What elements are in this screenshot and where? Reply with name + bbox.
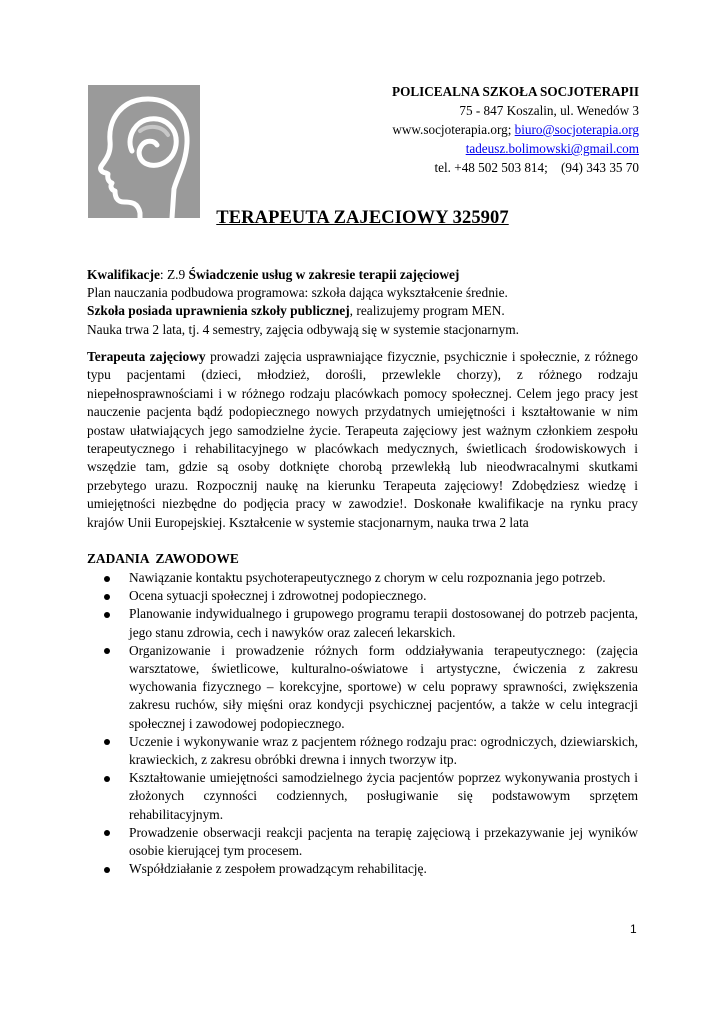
description-paragraph (87, 348, 638, 532)
list-item (104, 587, 638, 605)
bullet-icon (104, 776, 110, 782)
duration-line: Nauka trwa 2 lata, tj. 4 semestry, zajęcia odbywają się w systemie stacjonarnym. (87, 321, 519, 337)
page-number: 1 (630, 922, 637, 936)
website-text: www.socjoterapia.org; (392, 122, 512, 137)
school-header (392, 82, 639, 177)
bullet-icon (104, 576, 110, 582)
tasks-list (104, 569, 638, 878)
curriculum-line: Plan nauczania podbudowa programowa: szkoła dająca wykształcenie średnie. (87, 285, 508, 301)
page-title: TERAPEUTA ZAJECIOWY 325907 (216, 208, 509, 228)
school-name: POLICEALNA SZKOŁA SOCJOTERAPII (392, 84, 639, 99)
bullet-icon (104, 830, 110, 836)
description-text: prowadzi zajęcia usprawniające fizycznie, psychicznie i społecznie, z różnego typu pacjentami (dzieci, młodzież, dorośli, przewlekle chorzy), z różnego rodzaju niepełnosprawnościami i w różnego rodzaju placówkach pomocy społecznej. Celem jego pracy jest nauczenie pacjenta bądź podopiecznego nowych przydatnych umiejętności i kształtowanie w nim postaw ułatwiających jego samodzielne życie. Terapeuta zajęciowy jest ważnym członkiem zespołu terapeutycznego i rehabilitacyjnego w placówkach medycznych, świetlicach środowiskowych i wszędzie tam, gdzie są osoby dotknięte chorobą przewlekłą lub nieodwracalnymi skutkami przebytego urazu. Rozpocznij naukę na kierunku Terapeuta zajęciowy! Zdobędziesz wiedzę i umiejętności niezbędne do podjęcia pracy w zawodzie!. Doskonałe kwalifikacje na rynku pracy krajów Unii Europejskiej. Kształcenie w systemie stacjonarnym, nauka trwa 2 lata (87, 349, 639, 530)
list-item (104, 860, 638, 878)
public-school-line (87, 302, 642, 320)
tasks-heading: ZADANIA ZAWODOWE (87, 551, 239, 566)
list-item-text: Nawiązanie kontaktu psychoterapeutycznego z chorym w celu rozpoznania jego potrzeb. (129, 570, 606, 585)
head-profile-logo-icon (88, 85, 200, 218)
list-item-text: Współdziałanie z zespołem prowadzącym rehabilitację. (129, 861, 427, 877)
list-item-text: Prowadzenie obserwacji reakcji pacjenta na terapię zajęciową i przekazywanie jej wyników osobie kierującej tym procesem. (129, 824, 638, 859)
list-item-text: Ocena sytuacji społecznej i zdrowotnej podopiecznego. (129, 588, 427, 604)
email-link-tadeusz[interactable]: tadeusz.bolimowski@gmail.com (465, 141, 639, 156)
list-item (104, 733, 638, 769)
bullet-icon (104, 594, 110, 600)
list-item (104, 642, 638, 733)
public-school-bold: Szkoła posiada uprawnienia szkoły publicznej (87, 303, 350, 319)
list-item-text: Organizowanie i prowadzenie różnych form oddziaływania terapeutycznego: (zajęcia warsztatowe, świetlicowe, kulturalno-oświatowe i artystyczne, ćwiczenia z zakresu wychowania fizycznego – korekcyjne, sportowe) w celu poprawy sprawności, zwiększenia zakresu ruchów, siły mięśni oraz kondycji psychicznej pacjentów, a także w celu integracji społecznej i zawodowej podopiecznego. (129, 642, 638, 731)
list-item-text: Planowanie indywidualnego i grupowego programu terapii dostosowanej do potrzeb pacjenta, jego stanu zdrowia, cech i nawyków oraz zaleceń lekarskich. (129, 606, 638, 640)
phone-text: tel. +48 502 503 814; (94) 343 35 70 (434, 160, 639, 175)
school-address: 75 - 847 Koszalin, ul. Wenedów 3 (459, 103, 639, 118)
list-item (104, 824, 638, 860)
list-item (104, 569, 638, 587)
list-item-text: Kształtowanie umiejętności samodzielnego życia pacjentów poprzez wykonywania prostych i złożonych czynności codziennych, posługiwanie się podstawowym sprzętem rehabilitacyjnym. (129, 770, 638, 822)
bullet-icon (104, 648, 110, 654)
qualification-code: : Z.9 (159, 267, 189, 282)
contact-web-line (392, 120, 639, 139)
bullet-icon (104, 739, 110, 745)
qualification-value: Świadczenie usług w zakresie terapii zajęciowej (188, 267, 460, 282)
qualification-label: Kwalifikacje (87, 267, 160, 282)
intro-block (87, 266, 642, 339)
bullet-icon (104, 867, 110, 873)
list-item-text: Uczenie i wykonywanie wraz z pacjentem różnego rodzaju prac: ogrodniczych, dziewiarskich, krawieckich, z zakresu obróbki drewna i innych tworzyw itp. (129, 733, 638, 768)
list-item (104, 605, 638, 641)
list-item (104, 769, 638, 824)
qualification-line (87, 266, 642, 284)
bullet-icon (104, 612, 110, 618)
public-school-rest: , realizujemy program MEN. (349, 303, 505, 319)
email-link-biuro[interactable]: biuro@socjoterapia.org (514, 122, 639, 137)
description-bold-start: Terapeuta zajęciowy (87, 349, 206, 364)
